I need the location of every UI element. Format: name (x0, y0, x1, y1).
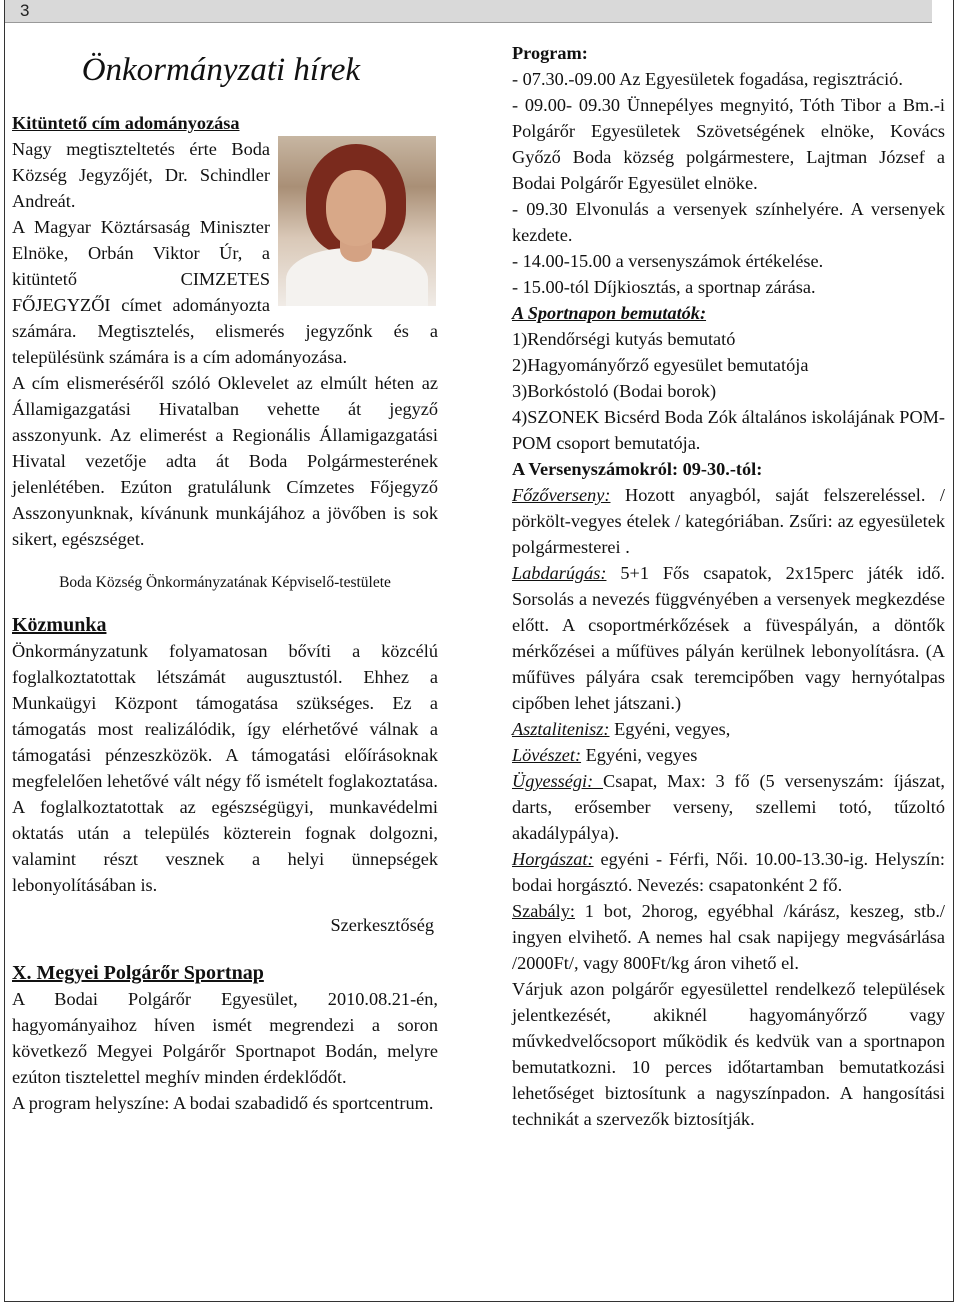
event-text: Csapat, Max: 3 fő (5 versenyszám: íjászat, darts, erősember verseny, szellemi totó, tűzoltó akadálypálya). (512, 771, 945, 843)
event-fishing (512, 846, 945, 898)
demo-item: 3)Borkóstoló (Bodai borok) (512, 381, 717, 401)
program-line: - 15.00-tól Díjkiosztás, a sportnap zárása. (512, 277, 816, 297)
sportday-paragraph-1: A Bodai Polgárőr Egyesület, 2010.08.21-én, hagyományaihoz híven ismét megrendezi a soron következő Megyei Polgárőr Sportnapot Bodán, melyre ezúton tisztelettel meghív minden érdeklődőt. (12, 989, 438, 1087)
work-heading: Közmunka (12, 614, 107, 636)
event-text: egyéni - Férfi, Női. 10.00-13.30-ig. Helyszín: bodai horgásztó. Nevezés: csapatonként 2 fő. (512, 849, 945, 895)
event-text: 1 bot, 2horog, egyébhal /kárász, keszeg, stb./ ingyen elvihető. A nemes hal csak napijegy megvásárlása /2000Ft/, vagy 800Ft/kg áron vihető el. (512, 901, 945, 973)
left-column (12, 40, 438, 1116)
event-label: Labdarúgás: (512, 563, 607, 583)
event-cooking (512, 482, 945, 560)
award-paragraph-1: Nagy megtiszteltetés érte Boda Község Jegyzőjét, Dr. Schindler Andreát. (12, 139, 270, 211)
demo-item: 4)SZONEK Bicsérd Boda Zók általános iskolájának POM-POM csoport bemutatója. (512, 407, 945, 453)
demo-item: 1)Rendőrségi kutyás bemutató (512, 329, 736, 349)
event-text: Egyéni, vegyes, (609, 719, 731, 739)
event-shooting (512, 742, 945, 768)
demos-heading: A Sportnapon bemutatók: (512, 303, 707, 323)
event-label: Horgászat: (512, 849, 594, 869)
event-skill (512, 768, 945, 846)
event-table-tennis (512, 716, 945, 742)
event-rules (512, 898, 945, 976)
program-heading: Program: (512, 43, 588, 63)
award-paragraph-2: A Magyar Köztársaság Miniszter Elnöke, Orbán Viktor Úr, a kitüntető CIMZETES FŐJEGYZŐI címet adományozta számára. Megtisztelés, elismerés jegyzőnk és a településünk számára is a cím adományozása. (12, 217, 438, 367)
event-text: Egyéni, vegyes (581, 745, 698, 765)
right-column (512, 40, 945, 1132)
award-heading: Kitüntető cím adományozása (12, 113, 240, 133)
event-label: Főzőverseny: (512, 485, 611, 505)
page-number: 3 (20, 1, 30, 20)
program-line: - 07.30.-09.00 Az Egyesületek fogadása, regisztráció. (512, 69, 903, 89)
page-title: Önkormányzati hírek (81, 52, 360, 88)
demo-item: 2)Hagyományőrző egyesület bemutatója (512, 355, 809, 375)
events-heading: A Versenyszámokról: 09-30.-tól: (512, 459, 763, 479)
event-football (512, 560, 945, 716)
event-text: 5+1 Fős csapatok, 2x15perc játék idő. Sorsolás a nevezés függvényében a versenyek megkezdése előtt. A csoportmérkőzések a füvespályán, a döntők mérkőzései a műfüves pályán kerülnek lebonyolításra. (A műfüves pályára csak teremcipőben vagy hernyótalpas cipőben lehet játszani.) (512, 563, 945, 713)
sportday-paragraph-2: A program helyszíne: A bodai szabadidő és sportcentrum. (12, 1093, 434, 1113)
award-signature: Boda Község Önkormányzatának Képviselő-testülete (59, 574, 391, 591)
work-paragraph: Önkormányzatunk folyamatosan bővíti a közcélú foglalkoztatottak létszámát augusztustól. Ehhez a Munkaügyi Központ támogatása szükséges. Ez a támogatás most realizálódik, így elérhetővé válnak a támogatási pénzeszközök. A támogatási előírásoknak megfelelően lehetővé vált négy fő ismételt foglakoztatása. A foglalkoztatottak az egészségügyi, munkavédelmi oktatás után a település közterein fognak dolgozni, valamint részt vesznek a helyi ünnepségek lebonyolításában is. (12, 641, 438, 895)
event-label: Lövészet: (512, 745, 582, 765)
sportday-heading: X. Megyei Polgárőr Sportnap (12, 962, 264, 984)
closing-paragraph: Várjuk azon polgárőr egyesülettel rendelkező települések jelentkezését, akiknél hagyományőrző vagy művkedvelőcsoport működik és kedvük van a sportnapon bemutatkozni. 10 perces időtartamban bemutatkozási lehetőséget biztosítunk a nagyszínpadon. A hangosítási technikát a szervezők biztosítják. (512, 979, 945, 1129)
program-line: - 09.00- 09.30 Ünnepélyes megnyitó, Tóth Tibor a Bm.-i Polgárőr Egyesületek Szövetségének elnöke, Kovács Győző Boda község polgármestere, Lajtman József a Bodai Polgárőr Egyesület elnöke. (512, 95, 945, 193)
program-line: - 09.30 Elvonulás a versenyek színhelyére. A versenyek kezdete. (512, 199, 945, 245)
work-signature: Szerkesztőség (330, 915, 434, 935)
program-line: - 14.00-15.00 a versenyszámok értékelése. (512, 251, 824, 271)
award-paragraph-3: A cím elismeréséről szóló Oklevelet az elmúlt héten az Államigazgatási Hivatalban vehette át jegyző asszonyunk. Az elimerést a Regionális Államigazgatási Hivatal vezetője adta át Boda Polgármesterének jelenlétében. Ezúton gratulálunk Címzetes Főjegyző Asszonyunknak, kívánunk munkájához a jövőben is sok sikert, egészséget. (12, 373, 438, 549)
event-label: Szabály: (512, 901, 575, 921)
event-label: Ügyességi: (512, 771, 604, 791)
portrait-photo (278, 136, 436, 306)
event-text: Hozott anyagból, saját felszereléssel. / pörkölt-vegyes ételek / kategóriában. Zsűri: az egyesületek polgármesterei . (512, 485, 945, 557)
event-label: Asztalitenisz: (512, 719, 610, 739)
